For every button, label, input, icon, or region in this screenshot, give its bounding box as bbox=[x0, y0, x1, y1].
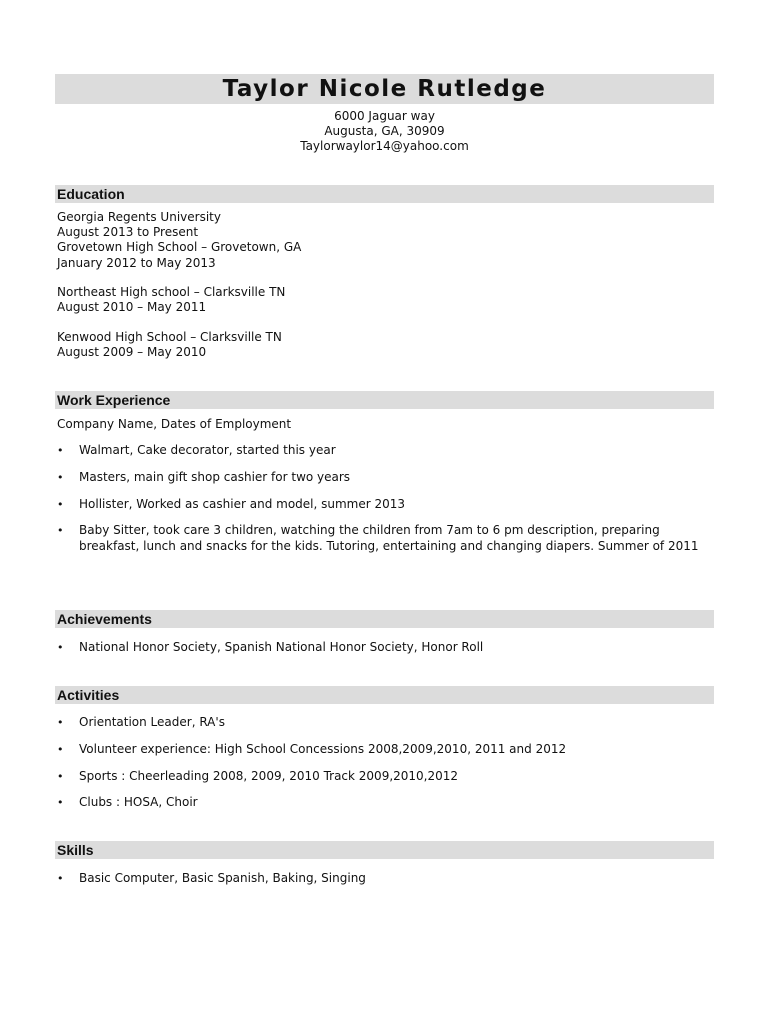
education-line: August 2013 to Present bbox=[57, 225, 199, 239]
education-line: January 2012 to May 2013 bbox=[57, 256, 216, 270]
education-line: Northeast High school – Clarksville TN bbox=[57, 285, 286, 299]
education-title: Education bbox=[57, 186, 125, 202]
list-item-text: Clubs : HOSA, Choir bbox=[79, 795, 198, 809]
list-item-text: Baby Sitter, took care 3 children, watching the children from 7am to 6 pm description, preparing bbox=[79, 523, 660, 537]
list-item-text: Hollister, Worked as cashier and model, summer 2013 bbox=[79, 497, 406, 511]
bullet-icon: • bbox=[57, 498, 64, 511]
achievements-title: Achievements bbox=[57, 611, 152, 627]
list-item-text: National Honor Society, Spanish National Honor Society, Honor Roll bbox=[79, 640, 484, 654]
email-line: Taylorwaylor14@yahoo.com bbox=[300, 139, 469, 153]
list-item-text: Volunteer experience: High School Concessions 2008,2009,2010, 2011 and 2012 bbox=[79, 742, 567, 756]
list-item-text: Basic Computer, Basic Spanish, Baking, Singing bbox=[79, 871, 366, 885]
activities-title: Activities bbox=[57, 687, 120, 703]
bullet-icon: • bbox=[57, 471, 64, 484]
name-banner bbox=[55, 74, 714, 104]
bullet-icon: • bbox=[57, 770, 64, 783]
education-line: Kenwood High School – Clarksville TN bbox=[57, 330, 282, 344]
work-intro: Company Name, Dates of Employment bbox=[57, 417, 292, 431]
bullet-icon: • bbox=[57, 796, 64, 809]
bullet-icon: • bbox=[57, 524, 64, 537]
education-line: Grovetown High School – Grovetown, GA bbox=[57, 240, 302, 254]
list-item-text: Orientation Leader, RA's bbox=[79, 715, 225, 729]
bullet-icon: • bbox=[57, 716, 64, 729]
list-item-text: Sports : Cheerleading 2008, 2009, 2010 Track 2009,2010,2012 bbox=[79, 769, 459, 783]
bullet-icon: • bbox=[57, 444, 64, 457]
education-line: August 2010 – May 2011 bbox=[57, 300, 207, 314]
city-line: Augusta, GA, 30909 bbox=[324, 124, 445, 138]
education-line: Georgia Regents University bbox=[57, 210, 221, 224]
activities-header bbox=[55, 686, 714, 704]
skills-title: Skills bbox=[57, 842, 94, 858]
work-title: Work Experience bbox=[57, 392, 171, 408]
bullet-icon: • bbox=[57, 641, 64, 654]
list-item-text: breakfast, lunch and snacks for the kids. Tutoring, entertaining and changing diapers. Summer of 2011 bbox=[79, 539, 699, 553]
list-item-text: Walmart, Cake decorator, started this year bbox=[79, 443, 336, 457]
achievements-header bbox=[55, 610, 714, 628]
address-line: 6000 Jaguar way bbox=[334, 109, 435, 123]
education-line: August 2009 – May 2010 bbox=[57, 345, 207, 359]
skills-header bbox=[55, 841, 714, 859]
work-header bbox=[55, 391, 714, 409]
education-header bbox=[55, 185, 714, 203]
bullet-icon: • bbox=[57, 743, 64, 756]
list-item-text: Masters, main gift shop cashier for two years bbox=[79, 470, 351, 484]
candidate-name: Taylor Nicole Rutledge bbox=[222, 76, 547, 102]
bullet-icon: • bbox=[57, 872, 64, 885]
